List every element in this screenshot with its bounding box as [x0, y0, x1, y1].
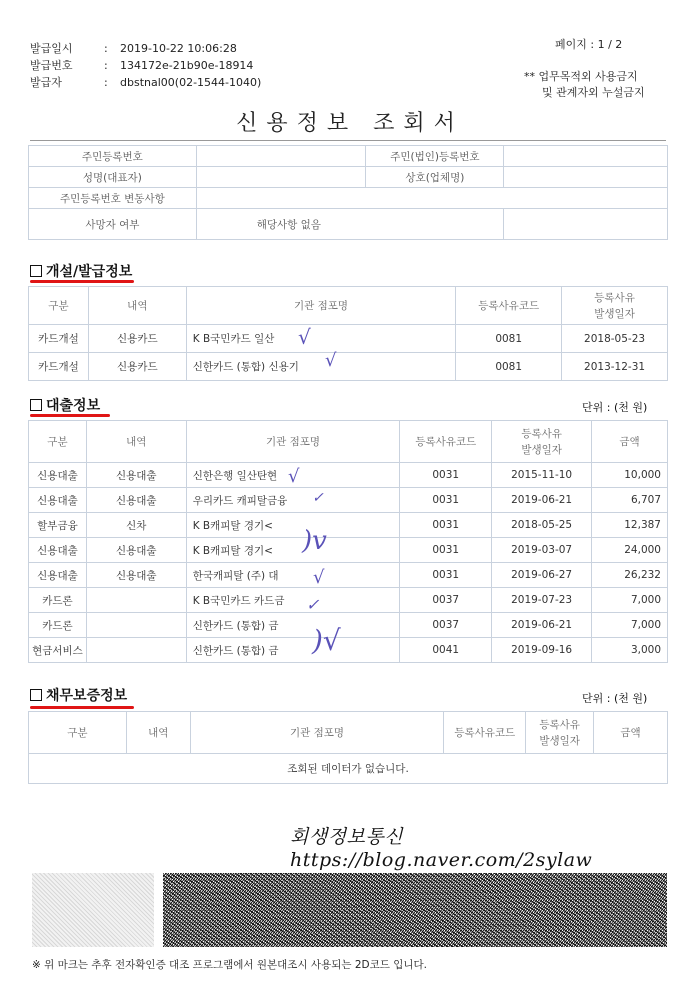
- loan-header-code: 등록사유코드: [400, 421, 492, 463]
- issuer-row: 발급자 : dbstnal00(02-1544-1040): [30, 76, 262, 89]
- table-row: 할부금융 신차 K B캐피탈 경기< 0031 2018-05-25 12,387: [29, 513, 668, 538]
- blog-watermark: 회생정보통신 https://blog.naver.com/2sylaw: [290, 826, 593, 871]
- table-row: 신용대출 신용대출 신한은행 일산탄현 0031 2015-11-10 10,000: [29, 463, 668, 488]
- check-mark-icon: ✓: [312, 490, 324, 506]
- death-value: 해당사항 없음: [196, 209, 504, 240]
- loan-underline: [30, 414, 110, 417]
- loan-unit-label: 단위 : (천 원): [582, 401, 648, 414]
- company-label: 상호(업체명): [366, 167, 504, 188]
- table-row: 신용대출 신용대출 우리카드 캐피탈금융 0031 2019-06-21 6,707: [29, 488, 668, 513]
- usage-notice-2: 및 관계자외 누설금지: [542, 86, 645, 99]
- death-label: 사망자 여부: [29, 209, 197, 240]
- table-row: 카드개설 신용카드 신한카드 (통합) 신용기 0081 2013-12-31: [29, 353, 668, 381]
- issue-number-value: 134172e-21b90e-18914: [120, 59, 254, 72]
- check-mark-icon: )√: [312, 624, 341, 657]
- identity-table: [28, 145, 668, 240]
- guarantee-header-detail: 내역: [126, 712, 190, 754]
- usage-notice-1: ** 업무목적외 사용금지: [524, 70, 638, 83]
- loan-header-type: 구분: [29, 421, 87, 463]
- issue-datetime-value: 2019-10-22 10:06:28: [120, 42, 237, 55]
- issue-datetime-row: 발급일시 : 2019-10-22 10:06:28: [30, 42, 237, 55]
- loan-section-heading: 대출정보: [30, 395, 100, 415]
- checkbox-icon: [30, 265, 42, 277]
- page-indicator: 페이지 : 1 / 2: [555, 38, 623, 51]
- table-row: 카드개설 신용카드 K B국민카드 일산 0081 2018-05-23: [29, 325, 668, 353]
- table-row: 카드론 신한카드 (통합) 금 0037 2019-06-21 7,000: [29, 613, 668, 638]
- guarantee-empty-message: 조회된 데이터가 없습니다.: [29, 754, 668, 784]
- issue-header-org: 기관 점포명: [186, 287, 456, 325]
- guarantee-header-org: 기관 점포명: [190, 712, 444, 754]
- guarantee-header-amount: 금액: [594, 712, 668, 754]
- table-row: 신용대출 신용대출 K B캐피탈 경기< 0031 2019-03-07 24,000: [29, 538, 668, 563]
- loan-header-org: 기관 점포명: [186, 421, 400, 463]
- issue-header-date: 등록사유 발생일자: [562, 287, 668, 325]
- table-row: 현금서비스 신한카드 (통합) 금 0041 2019-09-16 3,000: [29, 638, 668, 663]
- guarantee-header-code: 등록사유코드: [444, 712, 526, 754]
- footnote: ※ 위 마크는 추후 전자확인증 대조 프로그램에서 원본대조시 사용되는 2D코드 입니다.: [32, 959, 427, 971]
- guarantee-header-date: 등록사유 발생일자: [526, 712, 594, 754]
- rrn-change-label: 주민등록번호 변동사항: [29, 188, 197, 209]
- page-title: 신용정보 조회서: [236, 111, 464, 136]
- checkbox-icon: [30, 399, 42, 411]
- loan-header-date: 등록사유 발생일자: [492, 421, 592, 463]
- issue-header-type: 구분: [29, 287, 89, 325]
- check-mark-icon: )v: [302, 526, 327, 556]
- table-row: 카드론 K B국민카드 카드금 0037 2019-07-23 7,000: [29, 588, 668, 613]
- name-label: 성명(대표자): [29, 167, 197, 188]
- guarantee-header-type: 구분: [29, 712, 127, 754]
- issue-datetime-label: 발급일시: [30, 42, 73, 55]
- table-row: 신용대출 신용대출 한국캐피탈 (주) 대 0031 2019-06-27 26,232: [29, 563, 668, 588]
- check-mark-icon: √: [288, 466, 300, 487]
- loan-header-detail: 내역: [86, 421, 186, 463]
- guarantee-table: [28, 711, 668, 784]
- checkbox-icon: [30, 689, 42, 701]
- check-mark-icon: √: [325, 350, 337, 371]
- 2d-code-small: [32, 873, 154, 947]
- issue-header-detail: 내역: [88, 287, 186, 325]
- guarantee-underline: [30, 706, 134, 709]
- rrn-label: 주민등록번호: [29, 146, 197, 167]
- issue-number-label: 발급번호: [30, 59, 73, 72]
- guarantee-section-heading: 채무보증정보: [30, 685, 127, 705]
- corp-rrn-label: 주민(법인)등록번호: [366, 146, 504, 167]
- issue-table: [28, 286, 668, 381]
- 2d-code-large: [163, 873, 667, 947]
- issuer-label: 발급자: [30, 76, 62, 89]
- issue-underline: [30, 280, 134, 283]
- issuer-value: dbstnal00(02-1544-1040): [120, 76, 262, 89]
- issue-number-row: 발급번호 : 134172e-21b90e-18914: [30, 59, 254, 72]
- check-mark-icon: √: [298, 325, 311, 349]
- loan-header-amount: 금액: [592, 421, 668, 463]
- issue-header-code: 등록사유코드: [456, 287, 562, 325]
- guarantee-unit-label: 단위 : (천 원): [582, 692, 648, 705]
- loan-table: [28, 420, 668, 663]
- check-mark-icon: ✓: [306, 595, 320, 614]
- check-mark-icon: √: [313, 567, 325, 588]
- issue-section-heading: 개설/발급정보: [30, 261, 132, 281]
- title-divider: [30, 140, 666, 141]
